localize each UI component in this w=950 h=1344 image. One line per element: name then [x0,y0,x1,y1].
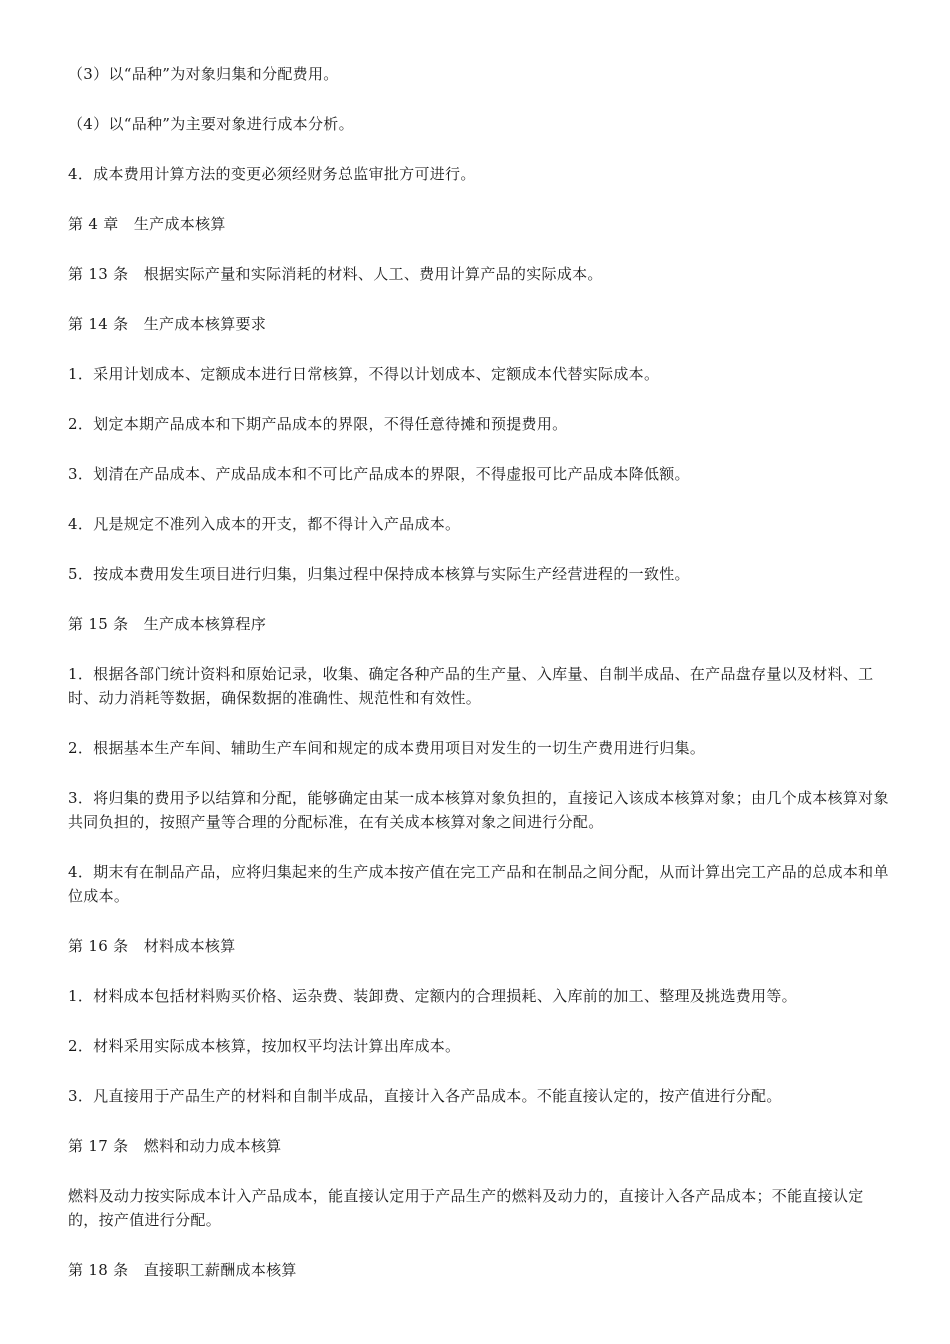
article-14-item-3: 3．划清在产品成本、产成品成本和不可比产品成本的界限，不得虚报可比产品成本降低额。 [68,465,690,483]
article-14-item-2: 2．划定本期产品成本和下期产品成本的界限，不得任意待摊和预提费用。 [68,415,568,433]
article-13: 第 13 条 根据实际产量和实际消耗的材料、人工、费用计算产品的实际成本。 [68,265,603,283]
article-14-heading: 第 14 条 生产成本核算要求 [68,315,267,333]
paragraph-type-3: （3）以“品种”为对象归集和分配费用。 [68,65,339,83]
article-15-item-3: 3．将归集的费用予以结算和分配，能够确定由某一成本核算对象负担的，直接记入该成本核算对象；由几个成本核算对象共同负担的，按照产量等合理的分配标准，在有关成本核算对象之间进行分配。 [68,789,889,831]
article-15-item-1: 1．根据各部门统计资料和原始记录，收集、确定各种产品的生产量、入库量、自制半成品、在产品盘存量以及材料、工时、动力消耗等数据，确保数据的准确性、规范性和有效性。 [68,665,874,707]
article-17-body: 燃料及动力按实际成本计入产品成本，能直接认定用于产品生产的燃料及动力的，直接计入各产品成本；不能直接认定的，按产值进行分配。 [68,1187,864,1229]
document-page [68,62,890,1308]
article-16-item-3: 3．凡直接用于产品生产的材料和自制半成品，直接计入各产品成本。不能直接认定的，按产值进行分配。 [68,1087,782,1105]
paragraph-method-change: 4．成本费用计算方法的变更必须经财务总监审批方可进行。 [68,165,476,183]
article-15-heading: 第 15 条 生产成本核算程序 [68,615,267,633]
article-18-heading: 第 18 条 直接职工薪酬成本核算 [68,1261,297,1279]
article-15-item-2: 2．根据基本生产车间、辅助生产车间和规定的成本费用项目对发生的一切生产费用进行归集。 [68,739,706,757]
paragraph-type-4: （4）以“品种”为主要对象进行成本分析。 [68,115,354,133]
article-17-heading: 第 17 条 燃料和动力成本核算 [68,1137,282,1155]
chapter-4-heading: 第 4 章 生产成本核算 [68,215,226,233]
article-15-item-4: 4．期末有在制品产品，应将归集起来的生产成本按产值在完工产品和在制品之间分配，从而计算出完工产品的总成本和单位成本。 [68,863,889,905]
article-14-item-5: 5．按成本费用发生项目进行归集，归集过程中保持成本核算与实际生产经营进程的一致性。 [68,565,690,583]
article-16-heading: 第 16 条 材料成本核算 [68,937,236,955]
article-14-item-4: 4．凡是规定不准列入成本的开支，都不得计入产品成本。 [68,515,461,533]
article-14-item-1: 1．采用计划成本、定额成本进行日常核算，不得以计划成本、定额成本代替实际成本。 [68,365,660,383]
article-16-item-2: 2．材料采用实际成本核算，按加权平均法计算出库成本。 [68,1037,461,1055]
article-16-item-1: 1．材料成本包括材料购买价格、运杂费、装卸费、定额内的合理损耗、入库前的加工、整理及挑选费用等。 [68,987,797,1005]
